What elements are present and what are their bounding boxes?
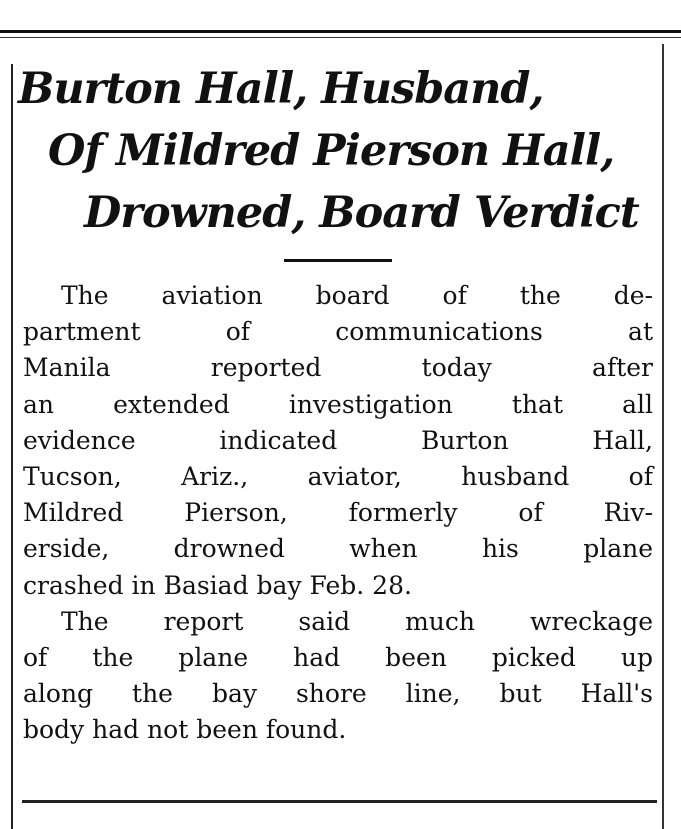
article-line: of the plane had been picked up xyxy=(23,643,653,673)
article-line: body had not been found. xyxy=(23,715,347,745)
article-paragraph-1 xyxy=(23,278,653,604)
headline-line-3: Drowned, Board Verdict xyxy=(84,188,639,238)
bottom-rule xyxy=(22,800,657,803)
article-line: erside, drowned when his plane xyxy=(23,534,653,564)
article-body xyxy=(23,278,653,749)
article-line: Manila reported today after xyxy=(23,353,653,383)
headline-line-2: Of Mildred Pierson Hall, xyxy=(48,126,615,176)
article-line: The report said much wreckage xyxy=(61,606,653,636)
article-line: evidence indicated Burton Hall, xyxy=(23,425,653,455)
article-line: along the bay shore line, but Hall's xyxy=(23,679,653,709)
column-rule-left xyxy=(11,64,13,829)
article-line: partment of communications at xyxy=(23,317,653,347)
article-line: crashed in Basiad bay Feb. 28. xyxy=(23,570,412,600)
headline-line-1: Burton Hall, Husband, xyxy=(18,64,544,114)
article-paragraph-2 xyxy=(23,604,653,749)
article-line: The aviation board of the de- xyxy=(61,281,653,310)
article-line: Tucson, Ariz., aviator, husband of xyxy=(23,462,653,492)
article-line: Mildred Pierson, formerly of Riv- xyxy=(23,498,653,528)
top-rule-thin xyxy=(0,37,681,38)
headline xyxy=(18,58,658,244)
top-rule-thick xyxy=(0,30,681,33)
headline-dash-rule xyxy=(284,259,392,262)
article-line: an extended investigation that all xyxy=(23,389,653,419)
column-rule-right xyxy=(662,44,664,829)
